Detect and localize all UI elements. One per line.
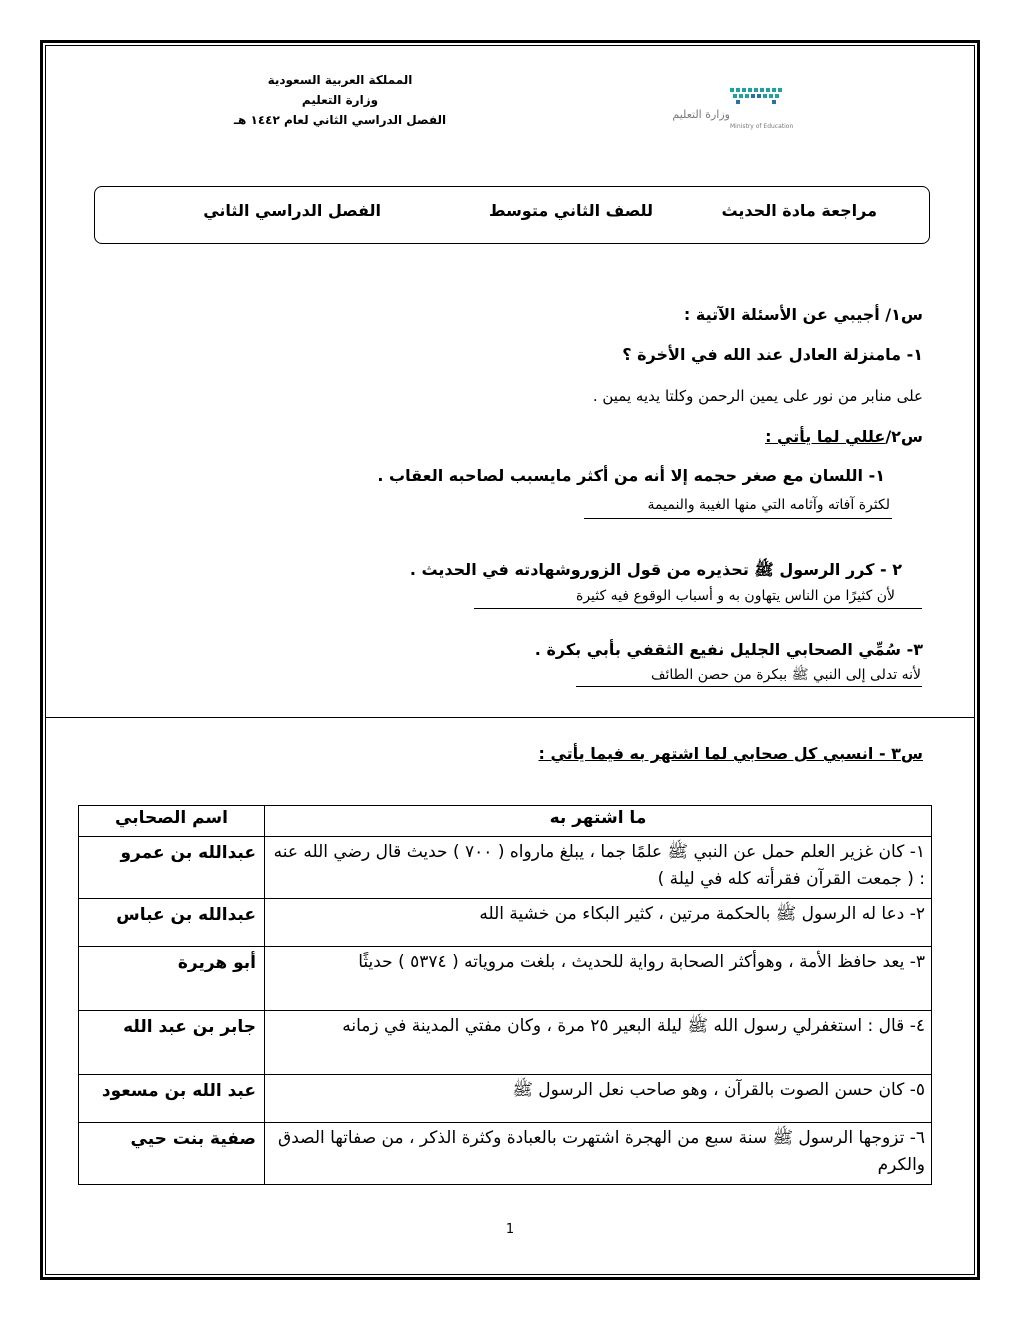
ministry-logo [672,84,800,144]
col-companion-name: اسم الصحابي [79,806,265,837]
q2-answer3-line [576,686,922,687]
q2-answer1: لكثرة آفاته وآثامه التي منها الغيبة والنميمة [647,497,890,513]
row1-name: عبدالله بن عمرو [79,837,265,899]
companions-table [78,805,932,1185]
table-header-row [79,806,932,837]
q1-answer1: على منابر من نور على يمين الرحمن وكلتا يديه يمين . [592,387,923,405]
ministry-logo-icon [672,84,800,144]
table-row [79,1011,932,1075]
logo-text: وزارة التعليم [672,108,730,121]
title-subject: مراجعة مادة الحديث [721,201,877,220]
section-divider [45,717,975,718]
q1-item1: ١- مامنزلة العادل عند الله في الأخرة ؟ [622,345,923,364]
table-row [79,899,932,947]
q2-answer2: لأن كثيرًا من الناس يتهاون به و أسباب الوقوع فيه كثيرة [576,588,895,604]
row6-name: صفية بنت حيي [79,1123,265,1185]
header-ministry: وزارة التعليم [301,93,379,107]
q2-answer2-line [474,608,922,609]
q2-item1: ١- اللسان مع صغر حجمه إلا أنه من أكثر مايسبب لصاحبه العقاب . [377,466,885,485]
title-box [94,186,930,244]
row4-desc: ٤- قال : استغفرلي رسول الله ﷺ ليلة البعير ٢٥ مرة ، وكان مفتي المدينة في زمانه [264,1011,931,1075]
q2-answer1-line [584,518,892,519]
q2-item2: ٢ - كرر الرسول ﷺ تحذيره من قول الزوروشهادته في الحديث . [409,560,902,579]
header-block [230,70,450,130]
table-row [79,1075,932,1123]
q2-item3: ٣- سُمِّي الصحابي الجليل نفيع الثقفي بأبي بكرة . [534,640,923,659]
col-known-for: ما اشتهر به [264,806,931,837]
q3-heading: س٣ - انسبي كل صحابي لما اشتهر به فيما يأتي : [538,744,923,763]
header-kingdom: المملكة العربية السعودية [267,73,413,87]
q2-heading-prefix: س٢/ [885,427,923,446]
table-row [79,837,932,899]
q1-heading: س١/ أجيبي عن الأسئلة الآتية : [683,305,923,324]
row5-name: عبد الله بن مسعود [79,1075,265,1123]
q2-heading [765,427,923,446]
logo-subtext: Ministry of Education [730,123,794,130]
row1-desc: ١- كان غزير العلم حمل عن النبي ﷺ علمًا جما ، يبلغ مارواه ( ٧٠٠ ) حديث قال رضي الله عنه : ( جمعت القرآن فقرأته كله في ليلة ) [264,837,931,899]
title-grade: للصف الثاني متوسط [488,201,653,220]
row3-desc: ٣- يعد حافظ الأمة ، وهوأكثر الصحابة رواية للحديث ، بلغت مروياته ( ٥٣٧٤ ) حديثًا [264,947,931,1011]
header-semester: الفصل الدراسي الثاني لعام ١٤٤٢ هـ [233,113,447,127]
page-number: 1 [505,1222,515,1237]
row2-desc: ٢- دعا له الرسول ﷺ بالحكمة مرتين ، كثير البكاء من خشية الله [264,899,931,947]
row6-desc: ٦- تزوجها الرسول ﷺ سنة سبع من الهجرة اشتهرت بالعبادة وكثرة الذكر ، من صفاتها الصدق والكرم [264,1123,931,1185]
q2-answer3: لأنه تدلى إلى النبي ﷺ ببكرة من حصن الطائف [651,667,921,683]
title-semester: الفصل الدراسي الثاني [203,201,381,220]
q2-heading-underlined: عللي لما يأتي : [765,427,886,446]
table-row [79,1123,932,1185]
table-row [79,947,932,1011]
row5-desc: ٥- كان حسن الصوت بالقرآن ، وهو صاحب نعل الرسول ﷺ [264,1075,931,1123]
row4-name: جابر بن عبد الله [79,1011,265,1075]
row2-name: عبدالله بن عباس [79,899,265,947]
row3-name: أبو هريرة [79,947,265,1011]
